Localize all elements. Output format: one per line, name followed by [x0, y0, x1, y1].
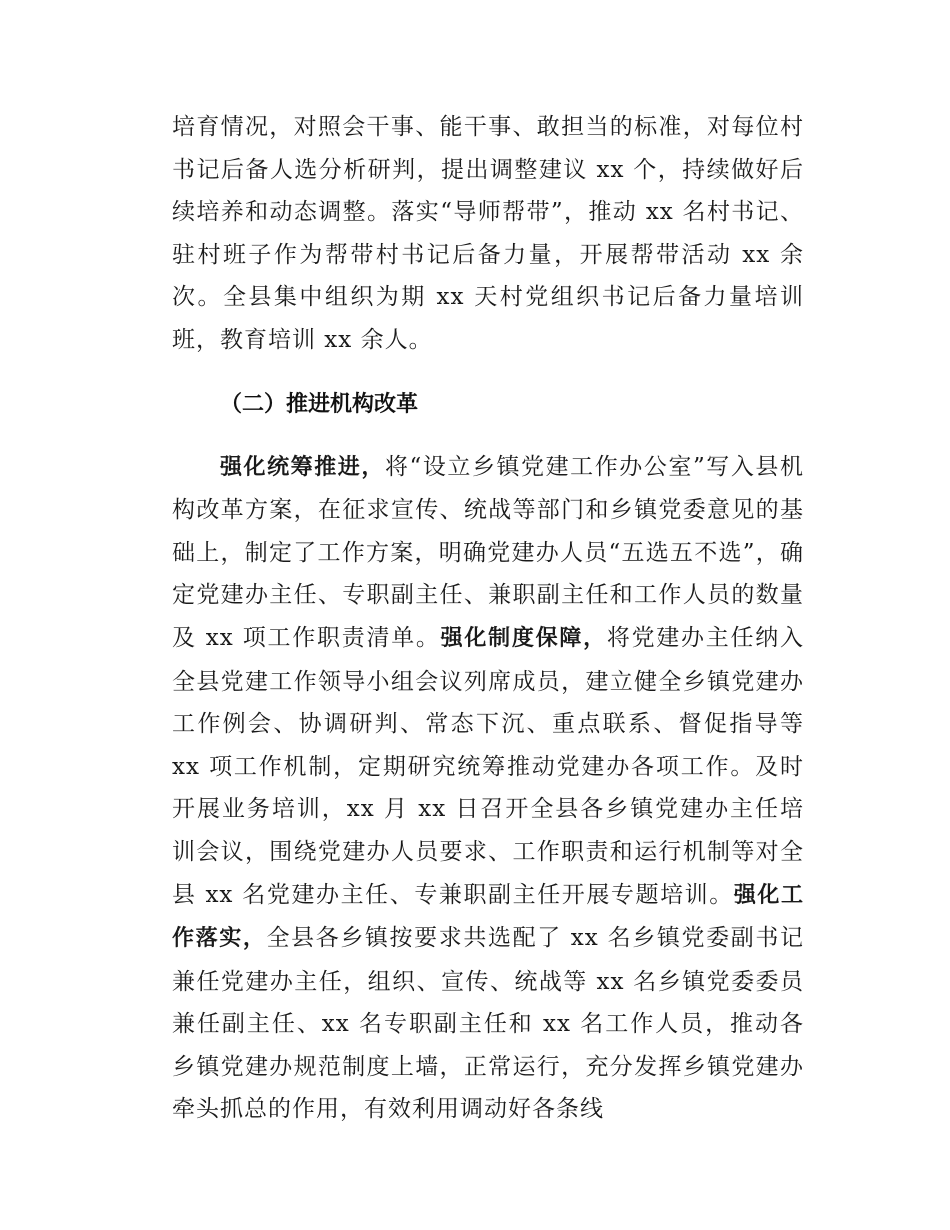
text-institutional-guarantee: 将党建办主任纳入全县党建工作领导小组会议列席成员，建立健全乡镇党建办工作例会、协调研判、常态下沉、重点联系、督促指导等 xx 项工作机制，定期研究统筹推动党建办各项工作。及时开展业务培训，xx 月 xx 日召开全县各乡镇党建办主任培训会议，围绕党建办人员要求、工作职责和运行机制等对全县 xx 名党建办主任、专兼职副主任开展专题培训。: [172, 624, 804, 908]
paragraph-institutional-reform: [172, 446, 804, 1132]
text-coordination: 将“设立乡镇党建工作办公室”写入县机构改革方案，在征求宣传、统战等部门和乡镇党委意见的基础上，制定了工作方案，明确党建办人员“五选五不选”，确定党建办主任、专职副主任、兼职副主任和工作人员的数量及 xx 项工作职责清单。: [172, 453, 804, 651]
bold-lead-institutional-guarantee: 强化制度保障，: [440, 625, 607, 651]
section-heading: （二）推进机构改革: [220, 391, 419, 417]
document-body: [172, 106, 804, 1131]
bold-lead-implementation: 强化工作落实，: [172, 882, 804, 952]
text-implementation: 全县各乡镇按要求共选配了 xx 名乡镇党委副书记兼任党建办主任，组织、宣传、统战等 xx 名乡镇党委委员兼任副主任、xx 名专职副主任和 xx 名工作人员，推动各乡镇党建办规范制度上墙，正常运行，充分发挥乡镇党建办牵头抓总的作用，有效利用调动好各条线: [172, 925, 804, 1123]
bold-lead-coordination: 强化统筹推进，: [220, 454, 385, 480]
paragraph-continuation: 培育情况，对照会干事、能干事、敢担当的标准，对每位村书记后备人选分析研判，提出调整建议 xx 个，持续做好后续培养和动态调整。落实“导师帮带”，推动 xx 名村书记、驻村班子作为帮带村书记后备力量，开展帮带活动 xx 余次。全县集中组织为期 xx 天村党组织书记后备力量培训班，教育培训 xx 余人。: [172, 114, 804, 353]
